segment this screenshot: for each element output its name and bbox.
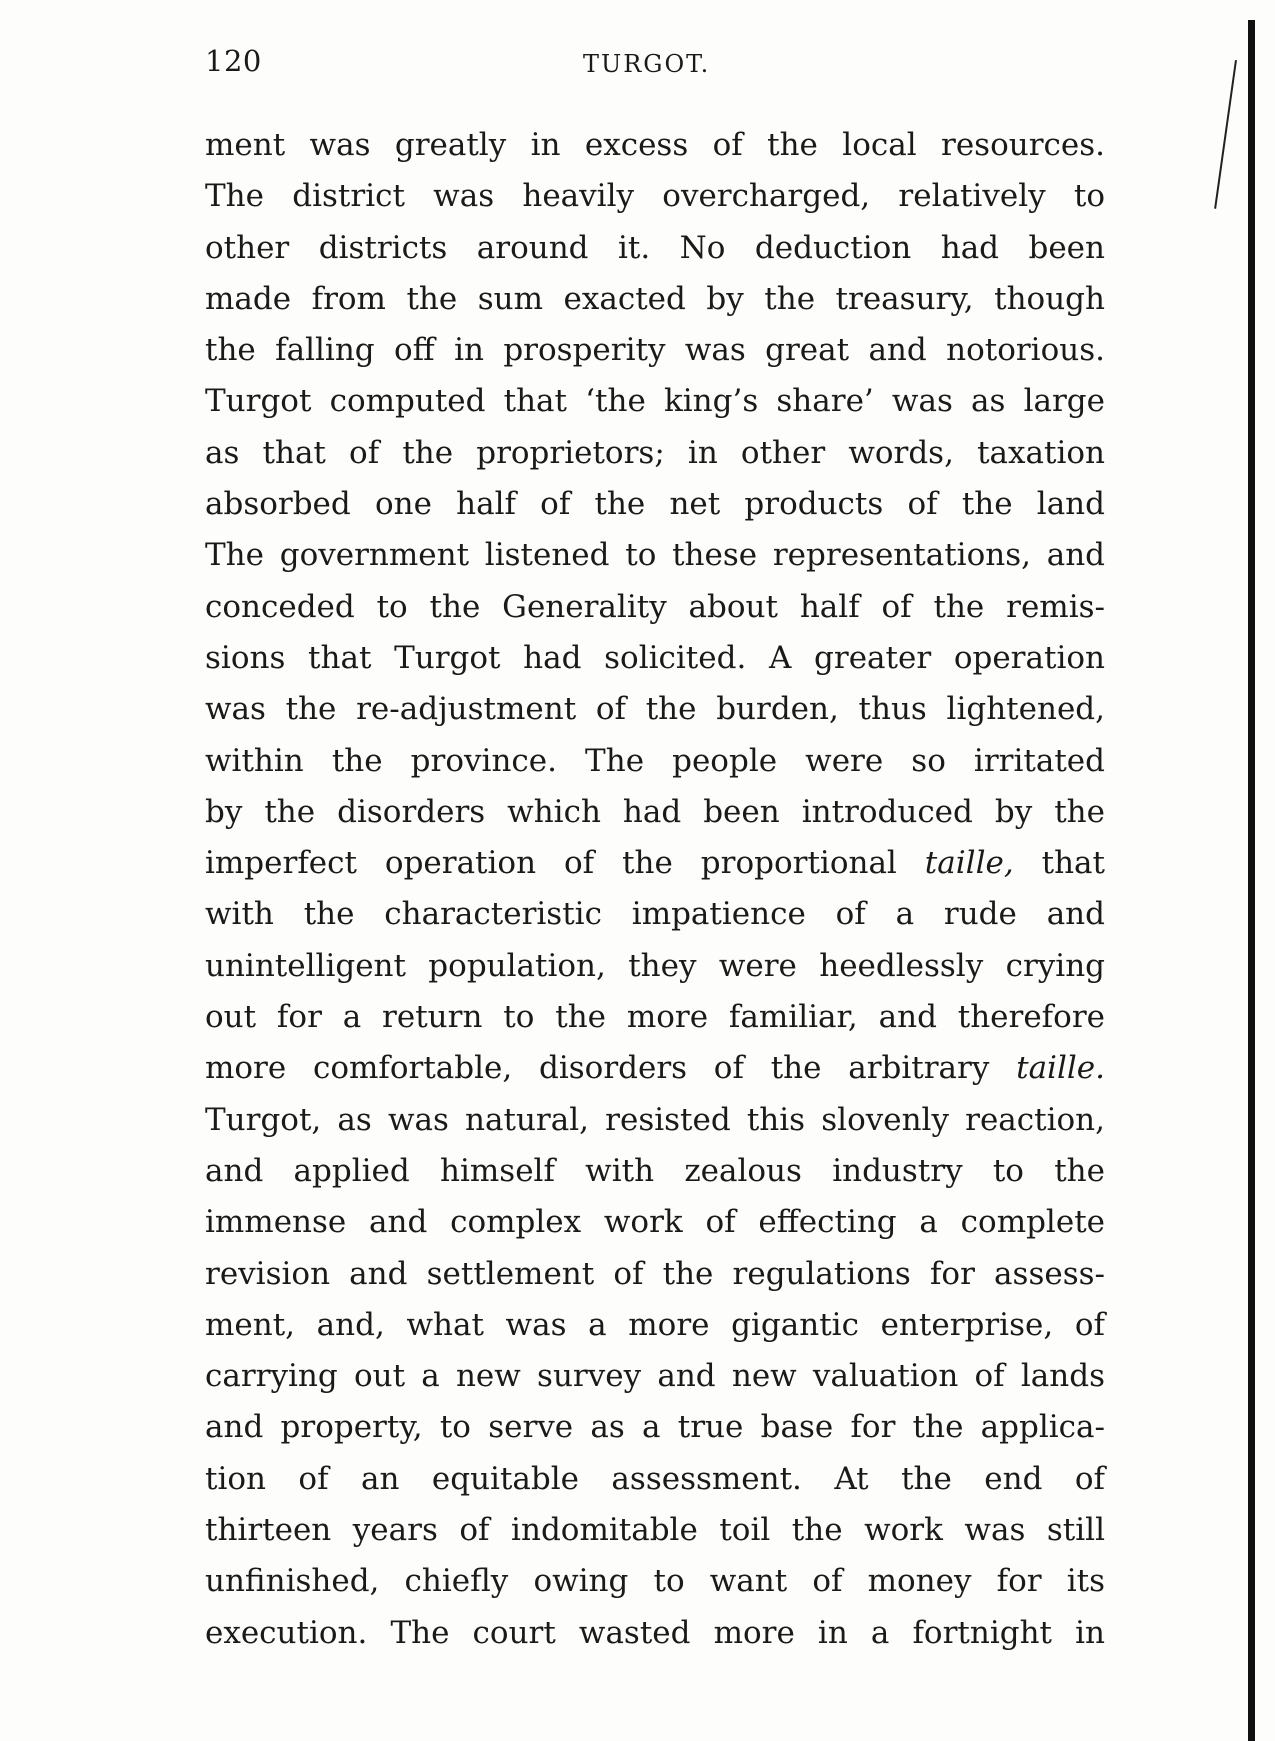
text-line: immense and complex work of effecting a complete [205,1204,1105,1241]
text-line-with-italic [205,1043,1105,1094]
text-line: revision and settlement of the regulations for assess- [205,1255,1105,1292]
text-line: thirteen years of indomitable toil the work was still [205,1512,1105,1549]
text-line: was the re-adjustment of the burden, thus lightened, [205,691,1105,728]
text-line: conceded to the Generality about half of the remis- [205,588,1105,625]
text-line: sions that Turgot had solicited. A greater operation [205,639,1105,676]
running-title: TURGOT. [583,50,711,78]
text-line: made from the sum exacted by the treasury, though [205,280,1105,317]
text-line: the falling off in prosperity was great and notorious. [205,332,1105,369]
line-text: imperfect operation of the proportional [205,845,925,882]
text-line: other districts around it. No deduction had been [205,229,1105,266]
text-line: out for a return to the more familiar, and therefore [205,999,1105,1036]
text-line: with the characteristic impatience of a rude and [205,896,1105,933]
text-line: and applied himself with zealous industry to the [205,1152,1105,1189]
line-text: more comfortable, disorders of the arbitrary [205,1050,1017,1087]
text-line-with-italic [205,838,1105,889]
text-line: unintelligent population, they were heedlessly crying [205,947,1105,984]
text-line: The district was heavily overcharged, relatively to [205,178,1105,215]
margin-pencil-stroke [1214,60,1237,209]
text-line: absorbed one half of the net products of the land [205,486,1105,523]
text-line: within the province. The people were so irritated [205,742,1105,779]
text-line: as that of the proprietors; in other words, taxation [205,434,1105,471]
text-line: The government listened to these representations, and [205,537,1105,574]
line-text: that [1013,845,1105,882]
text-line: by the disorders which had been introduced by the [205,793,1105,830]
italic-term: taille, [924,845,1014,882]
text-line: unfinished, chiefly owing to want of money for its [205,1563,1105,1600]
body-text [205,120,1105,1659]
italic-term: taille. [1016,1050,1105,1087]
page-number: 120 [205,44,262,78]
text-line: tion of an equitable assessment. At the end of [205,1460,1105,1497]
text-line: execution. The court wasted more in a fortnight in [205,1614,1105,1651]
text-line: carrying out a new survey and new valuation of lands [205,1358,1105,1395]
text-line: Turgot computed that ‘the king’s share’ was as large [205,383,1105,420]
running-head [205,44,1105,88]
text-line: Turgot, as was natural, resisted this slovenly reaction, [205,1101,1105,1138]
text-line: and property, to serve as a true base for the applica- [205,1409,1105,1446]
text-line: ment was greatly in excess of the local resources. [205,127,1105,163]
text-line: ment, and, what was a more gigantic enterprise, of [205,1306,1105,1343]
binding-edge [1248,20,1255,1741]
